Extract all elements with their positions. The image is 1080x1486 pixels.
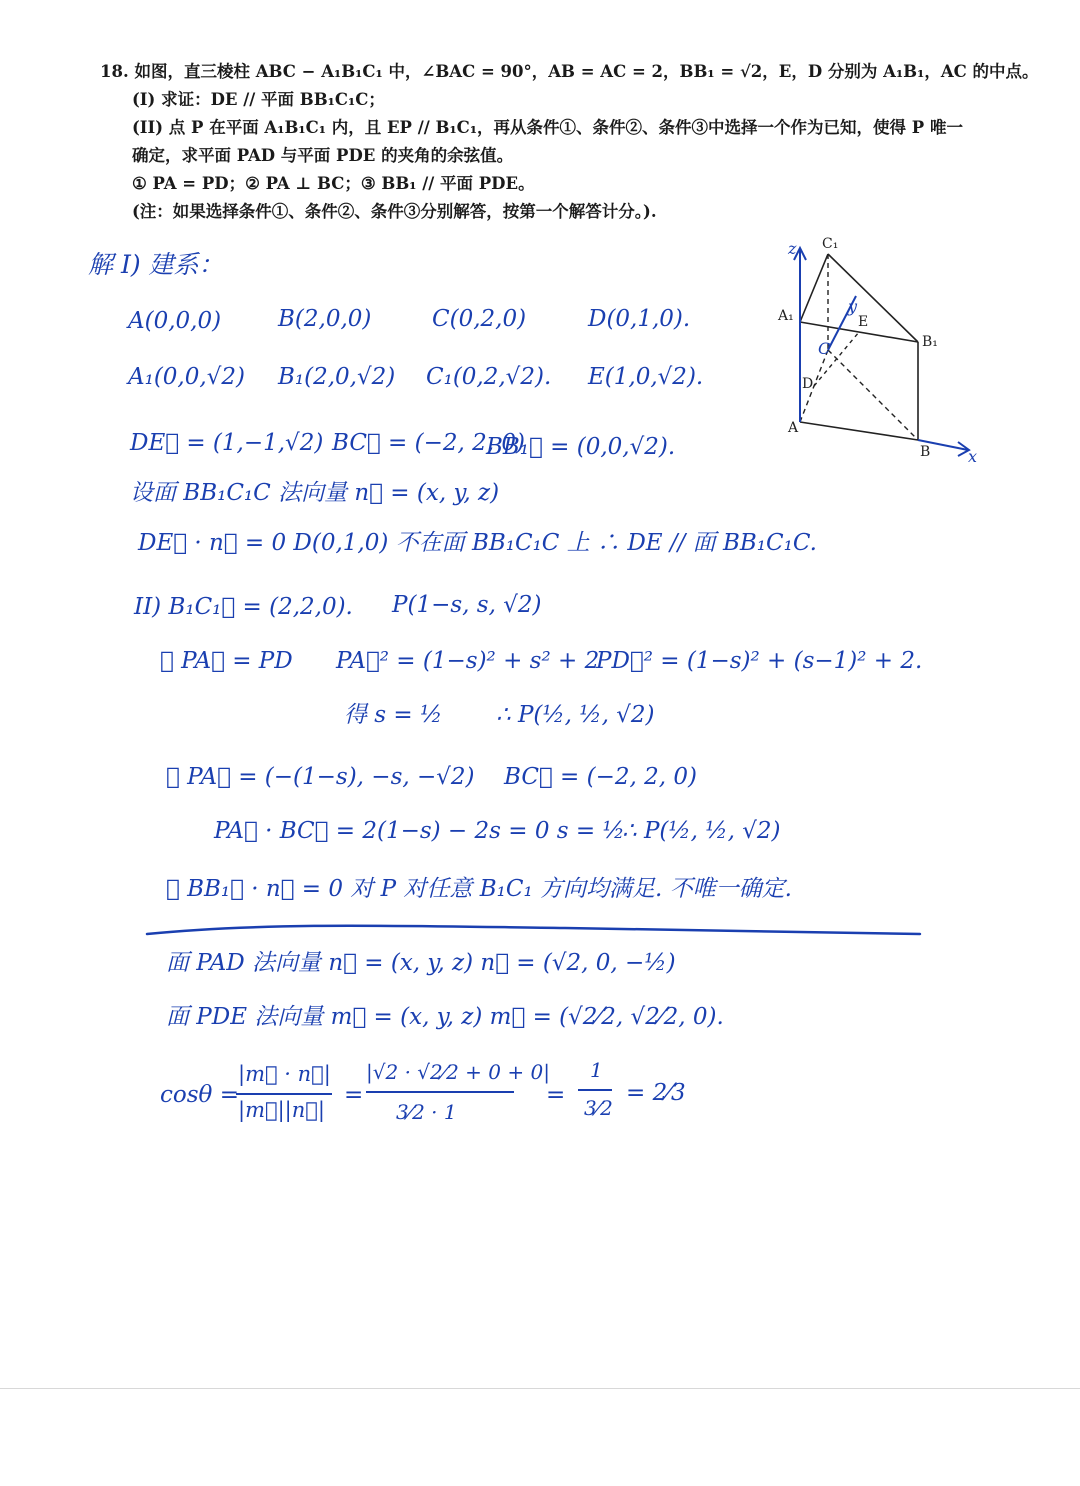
cos-frac1-bar — [236, 1092, 336, 1096]
condition3: ③ BB₁⃗ · n⃗ = 0 对 P 对任意 B₁C₁ 方向均满足. 不唯一确定. — [166, 876, 792, 902]
point-label-b: B — [920, 444, 931, 460]
axis-label-x: x — [968, 447, 978, 466]
vector-de: DE⃗ = (1,−1,√2) — [130, 430, 324, 456]
cos-frac3-bar — [578, 1088, 614, 1092]
condition2-dot: PA⃗ · BC⃗ = 2(1−s) − 2s = 0 s = ½ — [214, 818, 625, 844]
coord-d: D(0,1,0). — [588, 306, 691, 332]
cos-frac1-num: |m⃗ · n⃗| — [238, 1062, 331, 1086]
coord-b: B(2,0,0) — [278, 306, 372, 332]
normal-setup: 设面 BB₁C₁C 法向量 n⃗ = (x, y, z) — [130, 480, 500, 506]
coord-e: E(1,0,√2). — [588, 364, 704, 390]
coord-c: C(0,2,0) — [432, 306, 527, 332]
vector-bb1: BB₁⃗ = (0,0,√2). — [486, 434, 676, 460]
problem-line: 18. 如图，直三棱柱 ABC − A₁B₁C₁ 中，∠BAC = 90°，AB = AC = 2，BB₁ = √2，E，D 分别为 A₁B₁，AC 的中点。 — [100, 62, 1039, 81]
cos-frac1-den: |m⃗||n⃗| — [238, 1098, 325, 1122]
cos-frac3-num: 1 — [590, 1058, 603, 1082]
vector-bc: BC⃗ = (−2, 2, 0) — [332, 430, 525, 456]
coord-a: A(0,0,0) — [128, 308, 222, 334]
condition1-result: ∴ P(½, ½, √2) — [496, 702, 655, 728]
cos-frac2-den: 3⁄2 · 1 — [396, 1100, 457, 1124]
point-label-d: D — [802, 376, 814, 392]
cos-result: = 2⁄3 — [626, 1080, 686, 1106]
cos-frac2-bar — [366, 1090, 516, 1094]
condition2-pa: ② PA⃗ = (−(1−s), −s, −√2) — [166, 764, 475, 790]
point-label-e: E — [858, 314, 869, 330]
problem-line: (II) 点 P 在平面 A₁B₁C₁ 内，且 EP // B₁C₁，再从条件①、条件②、条件③中选择一个作为已知，使得 P 唯一 — [132, 118, 963, 137]
problem-line: (注：如果选择条件①、条件②、条件③分别解答，按第一个解答计分。). — [132, 202, 657, 221]
axis-label-z: z — [788, 239, 797, 258]
condition2-result: ∴ P(½, ½, √2) — [622, 818, 781, 844]
problem-line: (I) 求证：DE // 平面 BB₁C₁C； — [132, 90, 385, 109]
condition1-label: ① PA⃗ = PD — [160, 648, 293, 674]
problem-line: ① PA = PD；② PA ⊥ BC；③ BB₁ // 平面 PDE。 — [132, 174, 535, 193]
point-label-a1: A₁ — [778, 308, 794, 324]
point-p: P(1−s, s, √2) — [392, 592, 542, 618]
condition1-solve: 得 s = ½ — [344, 702, 443, 728]
part2-head: II) B₁C₁⃗ = (2,2,0). — [134, 594, 353, 620]
condition1-eq-left: PA⃗² = (1−s)² + s² + 2 — [336, 648, 600, 674]
problem-line: 确定，求平面 PAD 与平面 PDE 的夹角的余弦值。 — [132, 146, 514, 165]
cos-lhs: cosθ = — [160, 1082, 239, 1108]
coord-a1: A₁(0,0,√2) — [128, 364, 245, 390]
coord-c1: C₁(0,2,√2). — [426, 364, 552, 390]
point-label-c1: C₁ — [822, 236, 839, 252]
plane-pde-normal: 面 PDE 法向量 m⃗ = (x, y, z) m⃗ = (√2⁄2, √2⁄2, 0). — [166, 1004, 724, 1030]
axis-label-y: y — [848, 297, 858, 316]
cos-frac2-num: |√2 · √2⁄2 + 0 + 0| — [366, 1060, 550, 1084]
divider-line — [145, 908, 925, 948]
plane-pad-normal: 面 PAD 法向量 n⃗ = (x, y, z) n⃗ = (√2, 0, −½) — [166, 950, 676, 976]
equals-sign: = — [546, 1082, 566, 1108]
solution-title: 解 I) 建系： — [88, 250, 224, 279]
prism-figure — [770, 232, 980, 472]
condition2-bc: BC⃗ = (−2, 2, 0) — [504, 764, 697, 790]
condition1-eq-right: PD⃗² = (1−s)² + (s−1)² + 2. — [596, 648, 923, 674]
point-label-b1: B₁ — [922, 334, 938, 350]
point-label-a: A — [788, 420, 799, 436]
coord-b1: B₁(2,0,√2) — [278, 364, 396, 390]
page-edge — [0, 1388, 1080, 1389]
equals-sign: = — [344, 1082, 364, 1108]
part1-conclusion: DE⃗ · n⃗ = 0 D(0,1,0) 不在面 BB₁C₁C 上 ∴ DE // 面 BB₁C₁C. — [138, 530, 817, 556]
point-label-c: C — [818, 339, 831, 358]
cos-frac3-den: 3⁄2 — [584, 1096, 613, 1120]
problem-statement — [100, 58, 1039, 226]
